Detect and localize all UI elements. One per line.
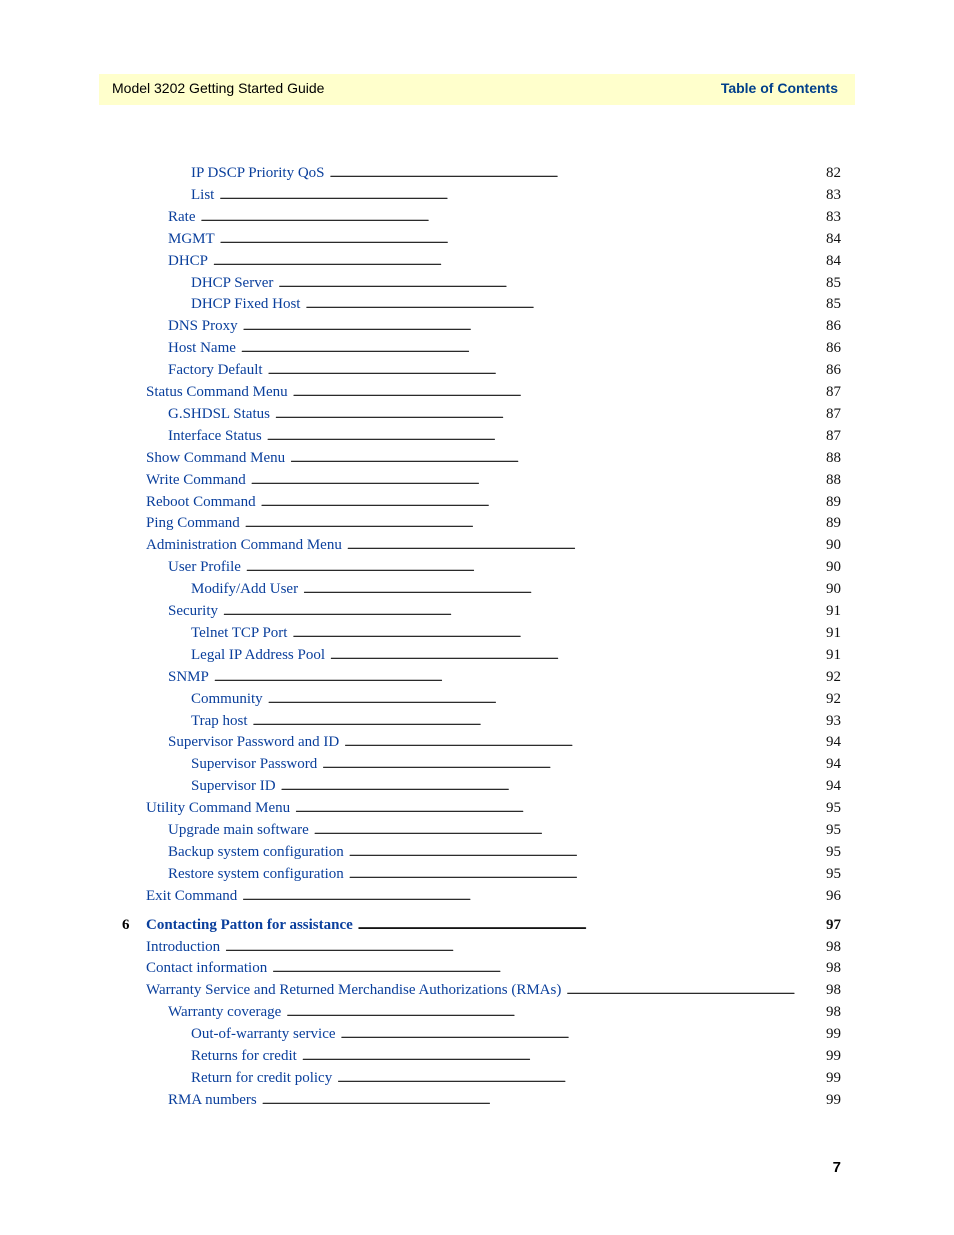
dot-leader	[214, 667, 825, 687]
dot-leader	[262, 1090, 825, 1110]
toc-entry-page: 84	[826, 253, 841, 269]
toc-entry[interactable]	[168, 426, 841, 446]
toc-entry[interactable]	[146, 886, 841, 906]
toc-entry[interactable]	[191, 1046, 841, 1066]
toc-entry-title: Security	[168, 603, 218, 619]
toc-entry[interactable]	[191, 1024, 841, 1044]
section-title: Table of Contents	[720, 80, 838, 96]
toc-entry-page: 87	[826, 384, 841, 400]
dot-leader	[330, 645, 825, 665]
toc-entry[interactable]	[191, 711, 841, 731]
dot-leader	[223, 601, 825, 621]
dot-leader	[201, 207, 826, 227]
dot-leader	[314, 820, 825, 840]
dot-leader	[295, 798, 825, 818]
toc-entry-title: DHCP	[168, 253, 209, 269]
toc-entry[interactable]	[168, 667, 841, 687]
dot-leader	[267, 426, 825, 446]
toc-entry-title: Host Name	[168, 340, 236, 356]
dot-leader	[281, 776, 825, 796]
toc-entry[interactable]	[146, 958, 841, 978]
toc-entry-title: RMA numbers	[168, 1092, 257, 1108]
toc-entry[interactable]	[168, 360, 841, 380]
toc-entry[interactable]	[146, 915, 841, 935]
dot-leader	[303, 579, 825, 599]
toc-entry-title: Legal IP Address Pool	[191, 647, 326, 663]
dot-leader	[253, 711, 825, 731]
toc-entry-page: 87	[826, 428, 841, 444]
dot-leader	[286, 1002, 825, 1022]
toc-entry-title: Contact information	[146, 960, 268, 976]
toc-entry-page: 87	[826, 406, 841, 422]
dot-leader	[219, 185, 825, 205]
toc-entry-page: 92	[826, 669, 841, 685]
toc-entry[interactable]	[191, 645, 841, 665]
toc-entry[interactable]	[191, 294, 841, 314]
dot-leader	[349, 864, 825, 884]
toc-entry[interactable]	[191, 776, 841, 796]
toc-entry[interactable]	[168, 207, 841, 227]
toc-entry-title: Rate	[168, 209, 196, 225]
toc-entry-page: 90	[826, 559, 841, 575]
toc-entry-page: 98	[826, 939, 841, 955]
toc-entry-title: Administration Command Menu	[146, 537, 342, 553]
toc-entry-page: 82	[826, 165, 841, 181]
toc-entry-page: 86	[826, 362, 841, 378]
toc-entry[interactable]	[191, 273, 841, 293]
dot-leader	[305, 294, 825, 314]
dot-leader	[278, 273, 825, 293]
toc-entry-page: 86	[826, 340, 841, 356]
toc-entry[interactable]	[168, 1090, 841, 1110]
toc-entry-title: Modify/Add User	[191, 581, 299, 597]
toc-entry-page: 93	[826, 713, 841, 729]
toc-entry[interactable]	[168, 1002, 841, 1022]
toc-entry-page: 91	[826, 647, 841, 663]
toc-entry-page: 84	[826, 231, 841, 247]
toc-entry-title: MGMT	[168, 231, 215, 247]
toc-entry[interactable]	[191, 163, 841, 183]
dot-leader	[290, 448, 825, 468]
toc-entry[interactable]	[168, 338, 841, 358]
toc-entry[interactable]	[191, 689, 841, 709]
toc-entry-page: 99	[826, 1070, 841, 1086]
toc-entry-page: 90	[826, 537, 841, 553]
toc-entry-title: Utility Command Menu	[146, 800, 291, 816]
dot-leader	[225, 937, 825, 957]
toc-entry-page: 94	[826, 734, 841, 750]
toc-entry[interactable]	[146, 535, 841, 555]
toc-entry[interactable]	[168, 601, 841, 621]
toc-entry-title: Exit Command	[146, 888, 238, 904]
toc-entry-page: 94	[826, 756, 841, 772]
toc-entry-title: Show Command Menu	[146, 450, 286, 466]
toc-entry-page: 85	[826, 296, 841, 312]
toc-entry-title: Out-of-warranty service	[191, 1026, 336, 1042]
toc-entry-title: Returns for credit	[191, 1048, 297, 1064]
toc-entry[interactable]	[146, 980, 841, 1000]
toc-entry-title: Status Command Menu	[146, 384, 288, 400]
dot-leader	[272, 958, 825, 978]
toc-entry[interactable]	[191, 754, 841, 774]
toc-entry-title: Warranty Service and Returned Merchandise Authorizations (RMAs)	[146, 982, 562, 998]
dot-leader	[275, 404, 825, 424]
toc-entry-title: Supervisor Password and ID	[168, 734, 340, 750]
running-header	[99, 74, 855, 105]
dot-leader	[246, 557, 825, 577]
toc-entry[interactable]	[168, 229, 841, 249]
toc-entry-title: DHCP Server	[191, 275, 274, 291]
toc-entry-title: Telnet TCP Port	[191, 625, 288, 641]
toc-entry[interactable]	[146, 448, 841, 468]
toc-entry-page: 99	[826, 1048, 841, 1064]
toc-entry[interactable]	[168, 820, 841, 840]
toc-entry[interactable]	[168, 864, 841, 884]
toc-entry[interactable]	[146, 513, 841, 533]
chapter-number: 6	[122, 917, 130, 933]
toc-entry-title: Interface Status	[168, 428, 262, 444]
toc-entry-page: 99	[826, 1092, 841, 1108]
toc-entry-page: 91	[826, 603, 841, 619]
toc-entry-title: Community	[191, 691, 263, 707]
dot-leader	[322, 754, 825, 774]
toc-entry-title: List	[191, 187, 215, 203]
toc-entry-page: 91	[826, 625, 841, 641]
toc-entry-page: 83	[826, 187, 841, 203]
toc-entry-page: 94	[826, 778, 841, 794]
toc-entry-page: 88	[826, 472, 841, 488]
page-number: 7	[832, 1159, 841, 1176]
toc-entry-page: 90	[826, 581, 841, 597]
dot-leader	[293, 382, 825, 402]
toc-entry-title: Factory Default	[168, 362, 263, 378]
document-title: Model 3202 Getting Started Guide	[112, 80, 325, 96]
toc-entry-page: 83	[826, 209, 841, 225]
toc-entry[interactable]	[168, 557, 841, 577]
toc-entry-page: 98	[826, 982, 841, 998]
toc-entry-page: 97	[826, 917, 841, 933]
toc-entry[interactable]	[191, 623, 841, 643]
dot-leader	[344, 732, 825, 752]
toc-entry[interactable]	[146, 798, 841, 818]
dot-leader	[268, 689, 825, 709]
dot-leader	[302, 1046, 825, 1066]
dot-leader	[358, 915, 825, 935]
toc-entry[interactable]	[146, 492, 841, 512]
dot-leader	[243, 316, 825, 336]
toc-entry-title: Trap host	[191, 713, 248, 729]
toc-entry-page: 95	[826, 866, 841, 882]
toc-entry[interactable]	[146, 470, 841, 490]
toc-entry-title: Supervisor ID	[191, 778, 276, 794]
toc-entry-page: 96	[826, 888, 841, 904]
dot-leader	[330, 163, 825, 183]
dot-leader	[337, 1068, 825, 1088]
dot-leader	[268, 360, 825, 380]
toc-entry-title: SNMP	[168, 669, 209, 685]
toc-entry-title: G.SHDSL Status	[168, 406, 270, 422]
toc-entry[interactable]	[168, 404, 841, 424]
toc-entry[interactable]	[168, 316, 841, 336]
toc-entry-title: Contacting Patton for assistance	[146, 917, 353, 933]
toc-entry-page: 98	[826, 1004, 841, 1020]
toc-entry-page: 95	[826, 822, 841, 838]
toc-entry[interactable]	[191, 1068, 841, 1088]
toc-entry-title: Introduction	[146, 939, 221, 955]
toc-entry-page: 86	[826, 318, 841, 334]
toc-entry-page: 99	[826, 1026, 841, 1042]
toc-entry-title: DNS Proxy	[168, 318, 238, 334]
dot-leader	[241, 338, 825, 358]
toc-entry-page: 92	[826, 691, 841, 707]
dot-leader	[292, 623, 825, 643]
toc-entry-title: Write Command	[146, 472, 246, 488]
dot-leader	[349, 842, 825, 862]
toc-entry-page: 85	[826, 275, 841, 291]
toc-entry[interactable]	[191, 185, 841, 205]
toc-entry-page: 95	[826, 800, 841, 816]
toc-entry[interactable]	[168, 842, 841, 862]
toc-entry-page: 89	[826, 494, 841, 510]
toc-entry-page: 88	[826, 450, 841, 466]
toc-entry-title: Restore system configuration	[168, 866, 344, 882]
toc-entry[interactable]	[146, 382, 841, 402]
dot-leader	[261, 492, 825, 512]
toc-entry-title: Ping Command	[146, 515, 240, 531]
dot-leader	[242, 886, 825, 906]
toc-entry[interactable]	[191, 579, 841, 599]
toc-entry-page: 89	[826, 515, 841, 531]
toc-entry-title: Upgrade main software	[168, 822, 309, 838]
dot-leader	[213, 251, 825, 271]
dot-leader	[245, 513, 825, 533]
toc-entry-title: Return for credit policy	[191, 1070, 333, 1086]
toc-entry-title: Reboot Command	[146, 494, 256, 510]
dot-leader	[251, 470, 825, 490]
toc-entry-title: User Profile	[168, 559, 241, 575]
dot-leader	[347, 535, 825, 555]
toc-entry[interactable]	[168, 251, 841, 271]
toc-entry[interactable]	[146, 937, 841, 957]
toc-entry-title: DHCP Fixed Host	[191, 296, 301, 312]
toc-entry-page: 98	[826, 960, 841, 976]
toc-entry-page: 95	[826, 844, 841, 860]
dot-leader	[341, 1024, 825, 1044]
toc-entry-title: Supervisor Password	[191, 756, 318, 772]
dot-leader	[220, 229, 825, 249]
toc-entry-title: IP DSCP Priority QoS	[191, 165, 325, 181]
toc-entry-title: Warranty coverage	[168, 1004, 282, 1020]
toc-entry-title: Backup system configuration	[168, 844, 344, 860]
dot-leader	[566, 980, 825, 1000]
toc-entry[interactable]	[168, 732, 841, 752]
